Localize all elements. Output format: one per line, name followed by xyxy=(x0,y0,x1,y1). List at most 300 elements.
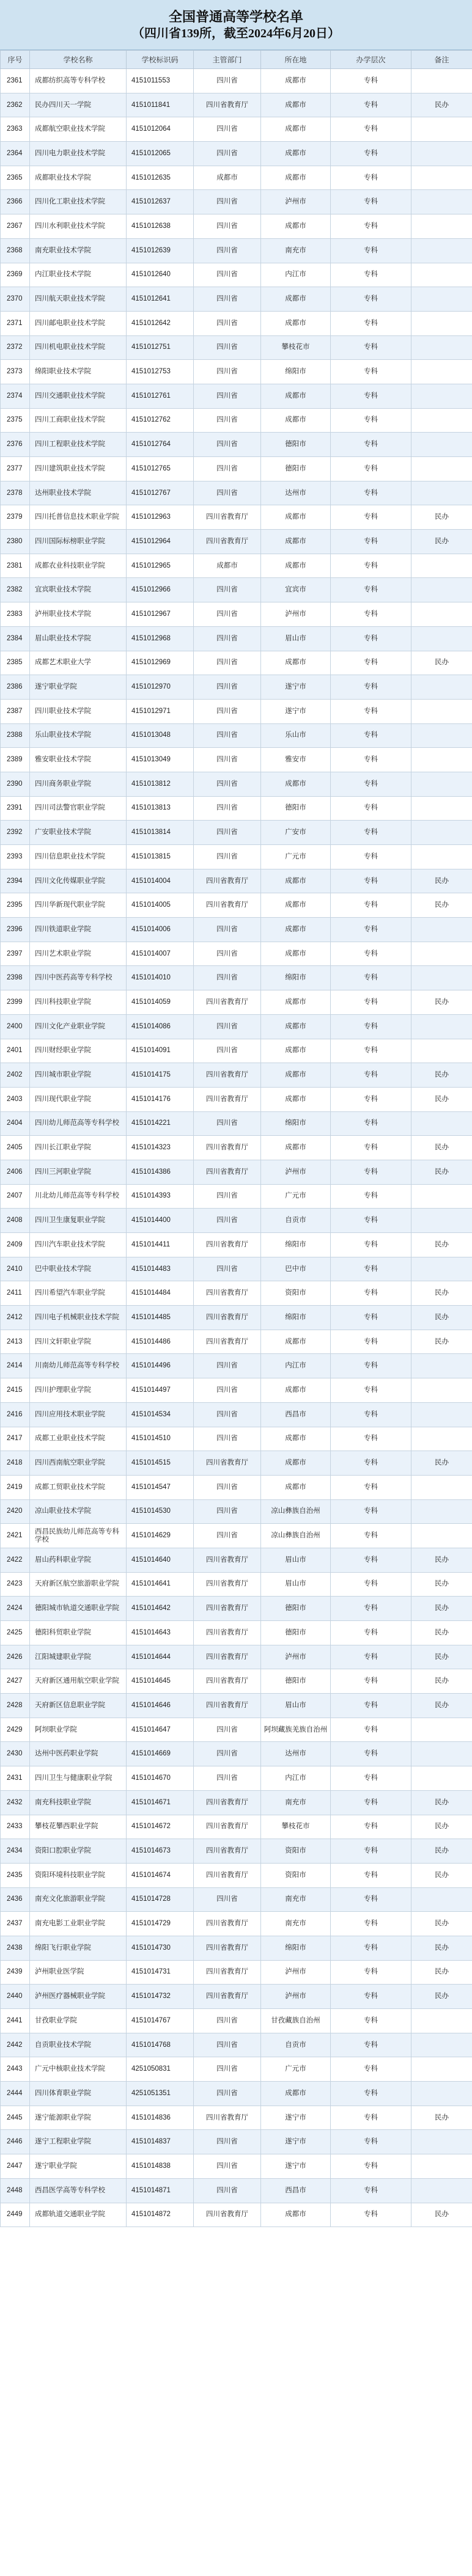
level-cell: 专科 xyxy=(331,408,411,433)
location-cell: 德阳市 xyxy=(261,457,331,481)
school-code-cell: 4151014386 xyxy=(127,1160,194,1184)
level-cell: 专科 xyxy=(331,1936,411,1960)
school-code-cell: 4151014836 xyxy=(127,2106,194,2130)
table-row xyxy=(1,893,472,918)
department-cell: 四川省教育厅 xyxy=(194,893,261,918)
school-name-cell: 四川希望汽车职业学院 xyxy=(30,1281,127,1306)
school-code-cell: 4151014674 xyxy=(127,1863,194,1887)
row-number-cell: 2435 xyxy=(1,1863,30,1887)
school-name-cell: 川北幼儿师范高等专科学校 xyxy=(30,1184,127,1209)
school-name-cell: 南充职业技术学院 xyxy=(30,238,127,263)
row-number-cell: 2414 xyxy=(1,1354,30,1378)
department-cell: 四川省教育厅 xyxy=(194,2106,261,2130)
location-cell: 南充市 xyxy=(261,238,331,263)
level-cell: 专科 xyxy=(331,360,411,384)
row-number-cell: 2423 xyxy=(1,1572,30,1597)
table-row xyxy=(1,335,472,360)
level-cell: 专科 xyxy=(331,530,411,554)
table-row xyxy=(1,990,472,1015)
level-cell: 专科 xyxy=(331,1524,411,1548)
school-name-cell: 天府新区信息职业学院 xyxy=(30,1694,127,1718)
location-cell: 泸州市 xyxy=(261,1160,331,1184)
location-cell: 成都市 xyxy=(261,530,331,554)
note-cell xyxy=(411,1354,472,1378)
school-code-cell: 4151014004 xyxy=(127,869,194,893)
school-code-cell: 4151013048 xyxy=(127,723,194,748)
level-cell: 专科 xyxy=(331,263,411,287)
note-cell xyxy=(411,2130,472,2154)
location-cell: 成都市 xyxy=(261,2203,331,2227)
department-cell: 四川省 xyxy=(194,2009,261,2033)
table-row xyxy=(1,602,472,627)
note-cell xyxy=(411,287,472,312)
department-cell: 四川省教育厅 xyxy=(194,1912,261,1936)
level-cell: 专科 xyxy=(331,117,411,142)
department-cell: 四川省 xyxy=(194,1475,261,1499)
table-row xyxy=(1,966,472,990)
department-cell: 四川省 xyxy=(194,1039,261,1063)
row-number-cell: 2392 xyxy=(1,821,30,845)
school-name-cell: 四川职业技术学院 xyxy=(30,699,127,723)
table-row xyxy=(1,1960,472,1985)
school-code-cell: 4151014732 xyxy=(127,1985,194,2009)
note-cell: 民办 xyxy=(411,651,472,675)
department-cell: 四川省教育厅 xyxy=(194,93,261,117)
school-name-cell: 广元中核职业技术学院 xyxy=(30,2057,127,2082)
department-cell: 四川省 xyxy=(194,2154,261,2179)
row-number-cell: 2434 xyxy=(1,1839,30,1864)
table-row xyxy=(1,1936,472,1960)
note-cell xyxy=(411,1039,472,1063)
school-code-cell: 4151013049 xyxy=(127,748,194,772)
department-cell: 四川省 xyxy=(194,481,261,505)
department-cell: 四川省教育厅 xyxy=(194,1694,261,1718)
note-cell xyxy=(411,2033,472,2057)
school-code-cell: 4151012065 xyxy=(127,142,194,166)
level-cell: 专科 xyxy=(331,796,411,821)
note-cell xyxy=(411,918,472,942)
row-number-cell: 2373 xyxy=(1,360,30,384)
table-row xyxy=(1,942,472,966)
row-number-cell: 2394 xyxy=(1,869,30,893)
row-number-cell: 2402 xyxy=(1,1063,30,1088)
location-cell: 西昌市 xyxy=(261,1402,331,1427)
department-cell: 四川省教育厅 xyxy=(194,1790,261,1815)
table-row xyxy=(1,1499,472,1524)
location-cell: 遂宁市 xyxy=(261,2154,331,2179)
level-cell: 专科 xyxy=(331,1694,411,1718)
level-cell: 专科 xyxy=(331,238,411,263)
location-cell: 资阳市 xyxy=(261,1839,331,1864)
note-cell xyxy=(411,1742,472,1766)
school-name-cell: 遂宁能源职业学院 xyxy=(30,2106,127,2130)
row-number-cell: 2424 xyxy=(1,1597,30,1621)
school-code-cell: 4151014486 xyxy=(127,1330,194,1354)
department-cell: 四川省教育厅 xyxy=(194,1160,261,1184)
table-row xyxy=(1,821,472,845)
department-cell: 四川省 xyxy=(194,1499,261,1524)
level-cell: 专科 xyxy=(331,748,411,772)
school-code-cell: 4151012967 xyxy=(127,602,194,627)
table-row xyxy=(1,1257,472,1281)
table-row xyxy=(1,918,472,942)
note-cell xyxy=(411,2057,472,2082)
department-cell: 四川省 xyxy=(194,263,261,287)
location-cell: 成都市 xyxy=(261,990,331,1015)
note-cell xyxy=(411,1402,472,1427)
row-number-cell: 2363 xyxy=(1,117,30,142)
level-cell: 专科 xyxy=(331,2082,411,2106)
location-cell: 成都市 xyxy=(261,942,331,966)
school-name-cell: 资阳口腔职业学院 xyxy=(30,1839,127,1864)
table-row xyxy=(1,748,472,772)
school-code-cell: 4151014837 xyxy=(127,2130,194,2154)
row-number-cell: 2407 xyxy=(1,1184,30,1209)
table-row xyxy=(1,287,472,312)
location-cell: 甘孜藏族自治州 xyxy=(261,2009,331,2033)
department-cell: 四川省 xyxy=(194,69,261,93)
note-cell: 民办 xyxy=(411,1306,472,1330)
row-number-cell: 2399 xyxy=(1,990,30,1015)
school-name-cell: 四川航天职业技术学院 xyxy=(30,287,127,312)
school-name-cell: 四川财经职业学院 xyxy=(30,1039,127,1063)
school-code-cell: 4151012641 xyxy=(127,287,194,312)
department-cell: 四川省教育厅 xyxy=(194,1233,261,1257)
school-name-cell: 四川幼儿师范高等专科学校 xyxy=(30,1111,127,1136)
school-name-cell: 四川文化产业职业学院 xyxy=(30,1014,127,1039)
school-code-cell: 4151012762 xyxy=(127,408,194,433)
school-code-cell: 4151014091 xyxy=(127,1039,194,1063)
school-code-cell: 4151012753 xyxy=(127,360,194,384)
row-number-cell: 2383 xyxy=(1,602,30,627)
level-cell: 专科 xyxy=(331,699,411,723)
row-number-cell: 2442 xyxy=(1,2033,30,2057)
department-cell: 四川省教育厅 xyxy=(194,1645,261,1669)
level-cell: 专科 xyxy=(331,1354,411,1378)
table-row xyxy=(1,1233,472,1257)
table-row xyxy=(1,554,472,578)
location-cell: 内江市 xyxy=(261,263,331,287)
school-name-cell: 达州职业技术学院 xyxy=(30,481,127,505)
department-cell: 四川省教育厅 xyxy=(194,990,261,1015)
location-cell: 成都市 xyxy=(261,869,331,893)
note-cell xyxy=(411,335,472,360)
row-number-cell: 2390 xyxy=(1,772,30,796)
department-cell: 四川省 xyxy=(194,214,261,239)
row-number-cell: 2380 xyxy=(1,530,30,554)
table-row xyxy=(1,1378,472,1403)
row-number-cell: 2386 xyxy=(1,675,30,700)
table-row xyxy=(1,1694,472,1718)
department-cell: 四川省教育厅 xyxy=(194,1597,261,1621)
level-cell: 专科 xyxy=(331,93,411,117)
column-header-school-code: 学校标识码 xyxy=(127,51,194,69)
department-cell: 四川省 xyxy=(194,287,261,312)
table-header xyxy=(1,51,472,69)
note-cell xyxy=(411,626,472,651)
level-cell: 专科 xyxy=(331,1815,411,1839)
department-cell: 四川省 xyxy=(194,602,261,627)
school-name-cell: 四川商务职业学院 xyxy=(30,772,127,796)
school-name-cell: 甘孜职业学院 xyxy=(30,2009,127,2033)
school-name-cell: 四川司法警官职业学院 xyxy=(30,796,127,821)
school-code-cell: 4151014768 xyxy=(127,2033,194,2057)
row-number-cell: 2440 xyxy=(1,1985,30,2009)
location-cell: 南充市 xyxy=(261,1887,331,1912)
row-number-cell: 2417 xyxy=(1,1427,30,1451)
department-cell: 四川省 xyxy=(194,748,261,772)
location-cell: 德阳市 xyxy=(261,1669,331,1694)
school-code-cell: 4151012765 xyxy=(127,457,194,481)
level-cell: 专科 xyxy=(331,869,411,893)
school-name-cell: 四川华新现代职业学院 xyxy=(30,893,127,918)
department-cell: 四川省教育厅 xyxy=(194,1621,261,1645)
table-row xyxy=(1,1087,472,1111)
row-number-cell: 2361 xyxy=(1,69,30,93)
table-row xyxy=(1,796,472,821)
level-cell: 专科 xyxy=(331,554,411,578)
note-cell xyxy=(411,1718,472,1742)
department-cell: 四川省教育厅 xyxy=(194,869,261,893)
note-cell xyxy=(411,966,472,990)
department-cell: 四川省 xyxy=(194,117,261,142)
note-cell xyxy=(411,699,472,723)
department-cell: 四川省 xyxy=(194,311,261,335)
note-cell xyxy=(411,1427,472,1451)
school-code-cell: 4151012964 xyxy=(127,530,194,554)
level-cell: 专科 xyxy=(331,457,411,481)
school-code-cell: 4151014640 xyxy=(127,1548,194,1572)
level-cell: 专科 xyxy=(331,1475,411,1499)
level-cell: 专科 xyxy=(331,1209,411,1233)
note-cell xyxy=(411,1766,472,1791)
level-cell: 专科 xyxy=(331,990,411,1015)
note-cell xyxy=(411,602,472,627)
note-cell xyxy=(411,384,472,408)
table-row xyxy=(1,2203,472,2227)
table-row xyxy=(1,2178,472,2203)
row-number-cell: 2441 xyxy=(1,2009,30,2033)
table-row xyxy=(1,1136,472,1160)
row-number-cell: 2444 xyxy=(1,2082,30,2106)
department-cell: 四川省 xyxy=(194,384,261,408)
school-name-cell: 四川邮电职业技术学院 xyxy=(30,311,127,335)
location-cell: 德阳市 xyxy=(261,433,331,457)
note-cell xyxy=(411,408,472,433)
school-name-cell: 眉山职业技术学院 xyxy=(30,626,127,651)
level-cell: 专科 xyxy=(331,1912,411,1936)
school-name-cell: 遂宁工程职业学院 xyxy=(30,2130,127,2154)
school-name-cell: 天府新区通用航空职业学院 xyxy=(30,1669,127,1694)
department-cell: 四川省 xyxy=(194,2082,261,2106)
department-cell: 四川省 xyxy=(194,1524,261,1548)
school-code-cell: 4251051351 xyxy=(127,2082,194,2106)
school-code-cell: 4151011841 xyxy=(127,93,194,117)
row-number-cell: 2404 xyxy=(1,1111,30,1136)
row-number-cell: 2372 xyxy=(1,335,30,360)
table-row xyxy=(1,311,472,335)
school-name-cell: 泸州医疗器械职业学院 xyxy=(30,1985,127,2009)
department-cell: 四川省 xyxy=(194,675,261,700)
row-number-cell: 2385 xyxy=(1,651,30,675)
level-cell: 专科 xyxy=(331,335,411,360)
table-row xyxy=(1,408,472,433)
row-number-cell: 2446 xyxy=(1,2130,30,2154)
school-name-cell: 眉山药科职业学院 xyxy=(30,1548,127,1572)
department-cell: 四川省教育厅 xyxy=(194,1136,261,1160)
school-name-cell: 四川科技职业学院 xyxy=(30,990,127,1015)
school-name-cell: 四川应用技术职业学院 xyxy=(30,1402,127,1427)
note-cell xyxy=(411,142,472,166)
note-cell: 民办 xyxy=(411,1572,472,1597)
location-cell: 遂宁市 xyxy=(261,2130,331,2154)
note-cell: 民办 xyxy=(411,1960,472,1985)
department-cell: 四川省 xyxy=(194,1257,261,1281)
level-cell: 专科 xyxy=(331,481,411,505)
location-cell: 成都市 xyxy=(261,651,331,675)
department-cell: 四川省教育厅 xyxy=(194,1548,261,1572)
department-cell: 成都市 xyxy=(194,554,261,578)
location-cell: 宜宾市 xyxy=(261,578,331,602)
table-row xyxy=(1,772,472,796)
school-code-cell: 4151014731 xyxy=(127,1960,194,1985)
department-cell: 四川省 xyxy=(194,1184,261,1209)
department-cell: 四川省 xyxy=(194,626,261,651)
department-cell: 四川省 xyxy=(194,723,261,748)
note-cell: 民办 xyxy=(411,1694,472,1718)
row-number-cell: 2396 xyxy=(1,918,30,942)
table-row xyxy=(1,2154,472,2179)
level-cell: 专科 xyxy=(331,1014,411,1039)
location-cell: 成都市 xyxy=(261,142,331,166)
department-cell: 四川省 xyxy=(194,1354,261,1378)
school-code-cell: 4151012965 xyxy=(127,554,194,578)
note-cell: 民办 xyxy=(411,2106,472,2130)
note-cell xyxy=(411,190,472,214)
note-cell xyxy=(411,1887,472,1912)
school-code-cell: 4151014400 xyxy=(127,1209,194,1233)
table-row xyxy=(1,1839,472,1864)
location-cell: 成都市 xyxy=(261,384,331,408)
school-name-cell: 四川信息职业技术学院 xyxy=(30,845,127,869)
row-number-cell: 2387 xyxy=(1,699,30,723)
school-name-cell: 绵阳职业技术学院 xyxy=(30,360,127,384)
department-cell: 四川省 xyxy=(194,1402,261,1427)
department-cell: 四川省 xyxy=(194,1766,261,1791)
table-row xyxy=(1,1160,472,1184)
school-name-cell: 四川卫生与健康职业学院 xyxy=(30,1766,127,1791)
table-row xyxy=(1,1572,472,1597)
level-cell: 专科 xyxy=(331,918,411,942)
location-cell: 绵阳市 xyxy=(261,1233,331,1257)
row-number-cell: 2377 xyxy=(1,457,30,481)
location-cell: 成都市 xyxy=(261,117,331,142)
level-cell: 专科 xyxy=(331,602,411,627)
school-code-cell: 4151014643 xyxy=(127,1621,194,1645)
level-cell: 专科 xyxy=(331,1887,411,1912)
school-code-cell: 4151014872 xyxy=(127,2203,194,2227)
table-row xyxy=(1,1597,472,1621)
note-cell xyxy=(411,1378,472,1403)
location-cell: 成都市 xyxy=(261,408,331,433)
row-number-cell: 2391 xyxy=(1,796,30,821)
note-cell: 民办 xyxy=(411,1645,472,1669)
row-number-cell: 2375 xyxy=(1,408,30,433)
note-cell xyxy=(411,433,472,457)
school-name-cell: 成都航空职业技术学院 xyxy=(30,117,127,142)
row-number-cell: 2366 xyxy=(1,190,30,214)
location-cell: 阿坝藏族羌族自治州 xyxy=(261,1718,331,1742)
row-number-cell: 2412 xyxy=(1,1306,30,1330)
table-row xyxy=(1,1281,472,1306)
location-cell: 内江市 xyxy=(261,1354,331,1378)
column-header-level: 办学层次 xyxy=(331,51,411,69)
location-cell: 南充市 xyxy=(261,1912,331,1936)
table-row xyxy=(1,481,472,505)
school-name-cell: 自贡职业技术学院 xyxy=(30,2033,127,2057)
row-number-cell: 2379 xyxy=(1,505,30,530)
level-cell: 专科 xyxy=(331,723,411,748)
department-cell: 四川省教育厅 xyxy=(194,1451,261,1476)
school-code-cell: 4151014767 xyxy=(127,2009,194,2033)
table-row xyxy=(1,1451,472,1476)
school-name-cell: 四川护理职业学院 xyxy=(30,1378,127,1403)
school-name-cell: 四川电力职业技术学院 xyxy=(30,142,127,166)
department-cell: 四川省教育厅 xyxy=(194,1281,261,1306)
school-code-cell: 4151013812 xyxy=(127,772,194,796)
table-row xyxy=(1,1184,472,1209)
table-row xyxy=(1,190,472,214)
location-cell: 成都市 xyxy=(261,1451,331,1476)
department-cell: 四川省 xyxy=(194,408,261,433)
school-name-cell: 江阳城建职业学院 xyxy=(30,1645,127,1669)
department-cell: 四川省教育厅 xyxy=(194,1839,261,1864)
level-cell: 专科 xyxy=(331,384,411,408)
page-subtitle: （四川省139所，截至2024年6月20日） xyxy=(132,26,340,40)
note-cell: 民办 xyxy=(411,1912,472,1936)
school-name-cell: 四川工商职业技术学院 xyxy=(30,408,127,433)
row-number-cell: 2389 xyxy=(1,748,30,772)
note-cell: 民办 xyxy=(411,1233,472,1257)
row-number-cell: 2401 xyxy=(1,1039,30,1063)
note-cell xyxy=(411,942,472,966)
school-code-cell: 4151014483 xyxy=(127,1257,194,1281)
school-name-cell: 西昌民族幼儿师范高等专科学校 xyxy=(30,1524,127,1548)
school-code-cell: 4151014484 xyxy=(127,1281,194,1306)
department-cell: 四川省 xyxy=(194,699,261,723)
school-name-cell: 成都职业技术学院 xyxy=(30,166,127,190)
level-cell: 专科 xyxy=(331,1306,411,1330)
school-code-cell: 4151014411 xyxy=(127,1233,194,1257)
row-number-cell: 2439 xyxy=(1,1960,30,1985)
table-row xyxy=(1,117,472,142)
note-cell: 民办 xyxy=(411,869,472,893)
table-row xyxy=(1,1475,472,1499)
row-number-cell: 2416 xyxy=(1,1402,30,1427)
school-name-cell: 阿坝职业学院 xyxy=(30,1718,127,1742)
note-cell xyxy=(411,578,472,602)
table-row xyxy=(1,457,472,481)
school-code-cell: 4151014641 xyxy=(127,1572,194,1597)
table-row xyxy=(1,1402,472,1427)
column-header-location: 所在地 xyxy=(261,51,331,69)
school-code-cell: 4151014646 xyxy=(127,1694,194,1718)
department-cell: 四川省 xyxy=(194,578,261,602)
level-cell: 专科 xyxy=(331,1136,411,1160)
school-code-cell: 4151014642 xyxy=(127,1597,194,1621)
school-name-cell: 四川工程职业技术学院 xyxy=(30,433,127,457)
school-name-cell: 天府新区航空旅游职业学院 xyxy=(30,1572,127,1597)
